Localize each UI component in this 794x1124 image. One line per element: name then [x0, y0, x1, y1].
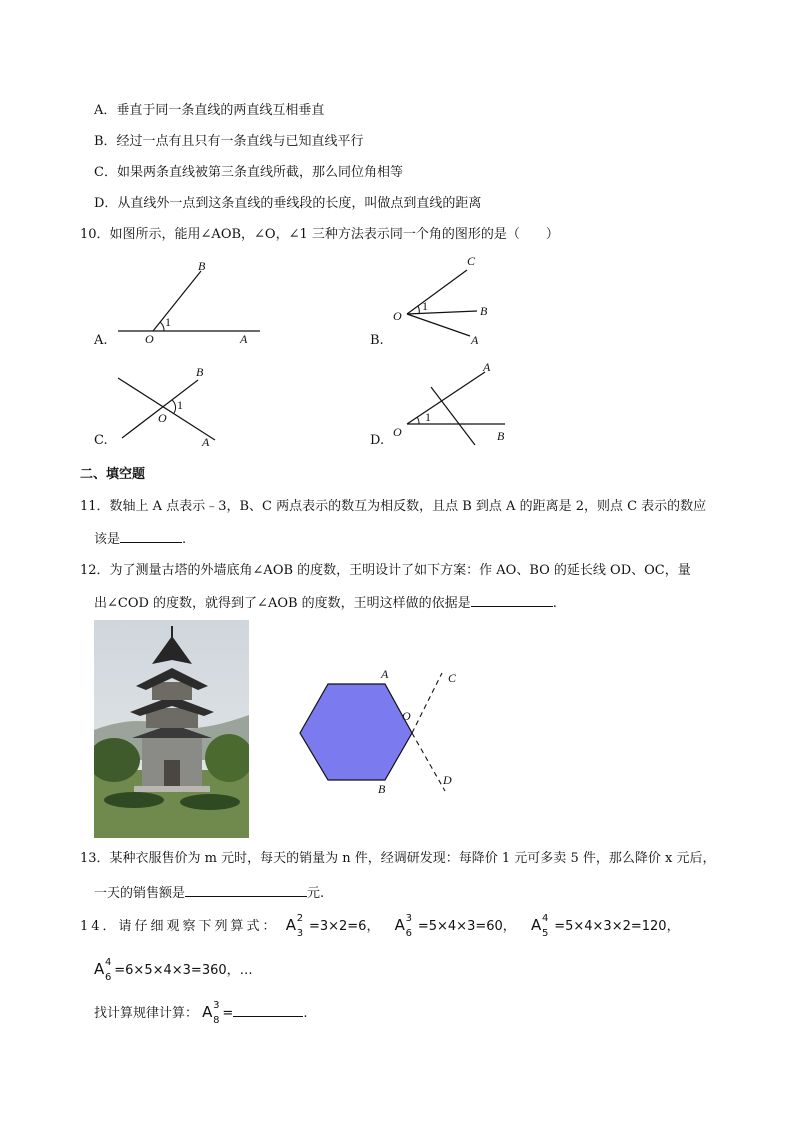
hex-point-c: C — [448, 671, 457, 685]
q12-line1: 12．为了测量古塔的外墙底角∠AOB 的度数，王明设计了如下方案：作 AO、BO 的延长线 OD、OC，量 — [80, 563, 691, 578]
q14-formula-1: A 2 3 — [285, 913, 307, 939]
q10-c-point-o: O — [158, 411, 167, 425]
q14-formula-5: A 3 8 — [202, 1000, 220, 1026]
hex-point-a: A — [381, 667, 389, 681]
q14-formula-4-rhs: =6×5×4×3=360，… — [114, 963, 253, 978]
q10-d-point-a: A — [483, 360, 491, 374]
q14-formula-1-rhs: =3×2=6， — [308, 919, 380, 934]
q10-c-point-a: A — [202, 435, 210, 449]
q11-answer-blank[interactable] — [120, 528, 182, 543]
q10-fig-d-label: D. — [370, 433, 385, 448]
q10-fig-c-label: C. — [94, 433, 108, 448]
q13-unit: 元. — [307, 886, 325, 901]
q11-line2: 该是 . — [94, 528, 186, 549]
q14-formula-2-rhs: =5×4×3=60， — [417, 919, 516, 934]
hex-point-b: B — [378, 782, 386, 796]
q10-fig-a-label: A. — [94, 333, 108, 348]
q13-line2 — [94, 882, 324, 903]
q13-line2-text: 一天的销售额是 — [94, 886, 186, 901]
q10-a-point-b: B — [198, 259, 206, 273]
q14-formula-3: A 4 5 — [530, 913, 552, 939]
q10-b-point-b: B — [480, 304, 488, 318]
q10-d-point-o: O — [393, 425, 402, 439]
q13-line1: 13．某种衣服售价为 m 元时，每天的销量为 n 件，经调研发现：每降价 1 元可多卖 5 件，那么降价 x 元后， — [80, 851, 716, 866]
q10-b-point-c: C — [467, 254, 476, 268]
q14-ask: 找计算规律计算： — [94, 1006, 199, 1021]
q10-d-point-b: B — [497, 429, 505, 443]
q10-b-point-a: A — [471, 333, 479, 347]
q11-line2-text: 该是 — [94, 532, 121, 547]
q14-line3 — [94, 1000, 308, 1026]
q14-end: . — [303, 1006, 308, 1021]
q10-figure-b — [385, 248, 505, 348]
q10-figure-d — [385, 360, 525, 450]
q10-stem: 10．如图所示，能用∠AOB，∠O，∠1 三种方法表示同一个角的图形的是（ ） — [80, 227, 559, 242]
q10-a-angle-1: 1 — [165, 315, 171, 329]
pagoda-photo — [94, 620, 249, 838]
q10-figure-c — [110, 360, 230, 450]
q10-a-point-o: O — [145, 332, 154, 346]
q10-b-angle-1: 1 — [422, 299, 428, 313]
q10-figure-a — [110, 255, 270, 350]
hex-point-d: D — [443, 773, 452, 787]
q14-answer-blank[interactable] — [233, 1002, 303, 1017]
q12-line2: 出∠COD 的度数，就得到了∠AOB 的度数，王明这样做的依据是 . — [94, 592, 557, 613]
hex-point-o: O — [402, 709, 411, 723]
q9-option-d: D．从直线外一点到这条直线的垂线段的长度，叫做点到直线的距离 — [94, 196, 482, 211]
q14-line1 — [80, 913, 680, 939]
q10-c-point-b: B — [196, 365, 204, 379]
q12-hexagon-diagram — [290, 660, 465, 800]
q10-c-angle-1: 1 — [177, 398, 183, 412]
q12-answer-blank[interactable] — [471, 592, 553, 607]
q10-a-point-a: A — [240, 332, 248, 346]
q14-formula-5-rhs: = — [222, 1006, 234, 1021]
q14-formula-3-rhs: =5×4×3×2=120， — [554, 919, 680, 934]
q9-option-a: A．垂直于同一条直线的两直线互相垂直 — [94, 103, 325, 118]
q12-line2-text: 出∠COD 的度数，就得到了∠AOB 的度数，王明这样做的依据是 — [94, 596, 471, 611]
q10-b-point-o: O — [393, 309, 402, 323]
q14-formula-2: A 3 6 — [394, 913, 415, 939]
q10-fig-b-label: B. — [370, 333, 384, 348]
q9-option-b: B．经过一点有且只有一条直线与已知直线平行 — [94, 134, 364, 149]
section-fill-in-title: 二、填空题 — [80, 467, 146, 482]
q10-d-angle-1: 1 — [425, 410, 431, 424]
q13-answer-blank[interactable] — [185, 882, 307, 897]
q14-lead: 14．请仔细观察下列算式： — [80, 919, 279, 934]
q9-option-c: C．如果两条直线被第三条直线所截，那么同位角相等 — [94, 165, 403, 180]
q14-formula-4: A 4 6 — [94, 957, 112, 983]
hexagon — [300, 684, 412, 780]
q11-line1: 11．数轴上 A 点表示﹣3，B、C 两点表示的数互为相反数，且点 B 到点 A 的距离是 2，则点 C 表示的数应 — [80, 499, 707, 514]
q14-line2 — [94, 957, 253, 983]
